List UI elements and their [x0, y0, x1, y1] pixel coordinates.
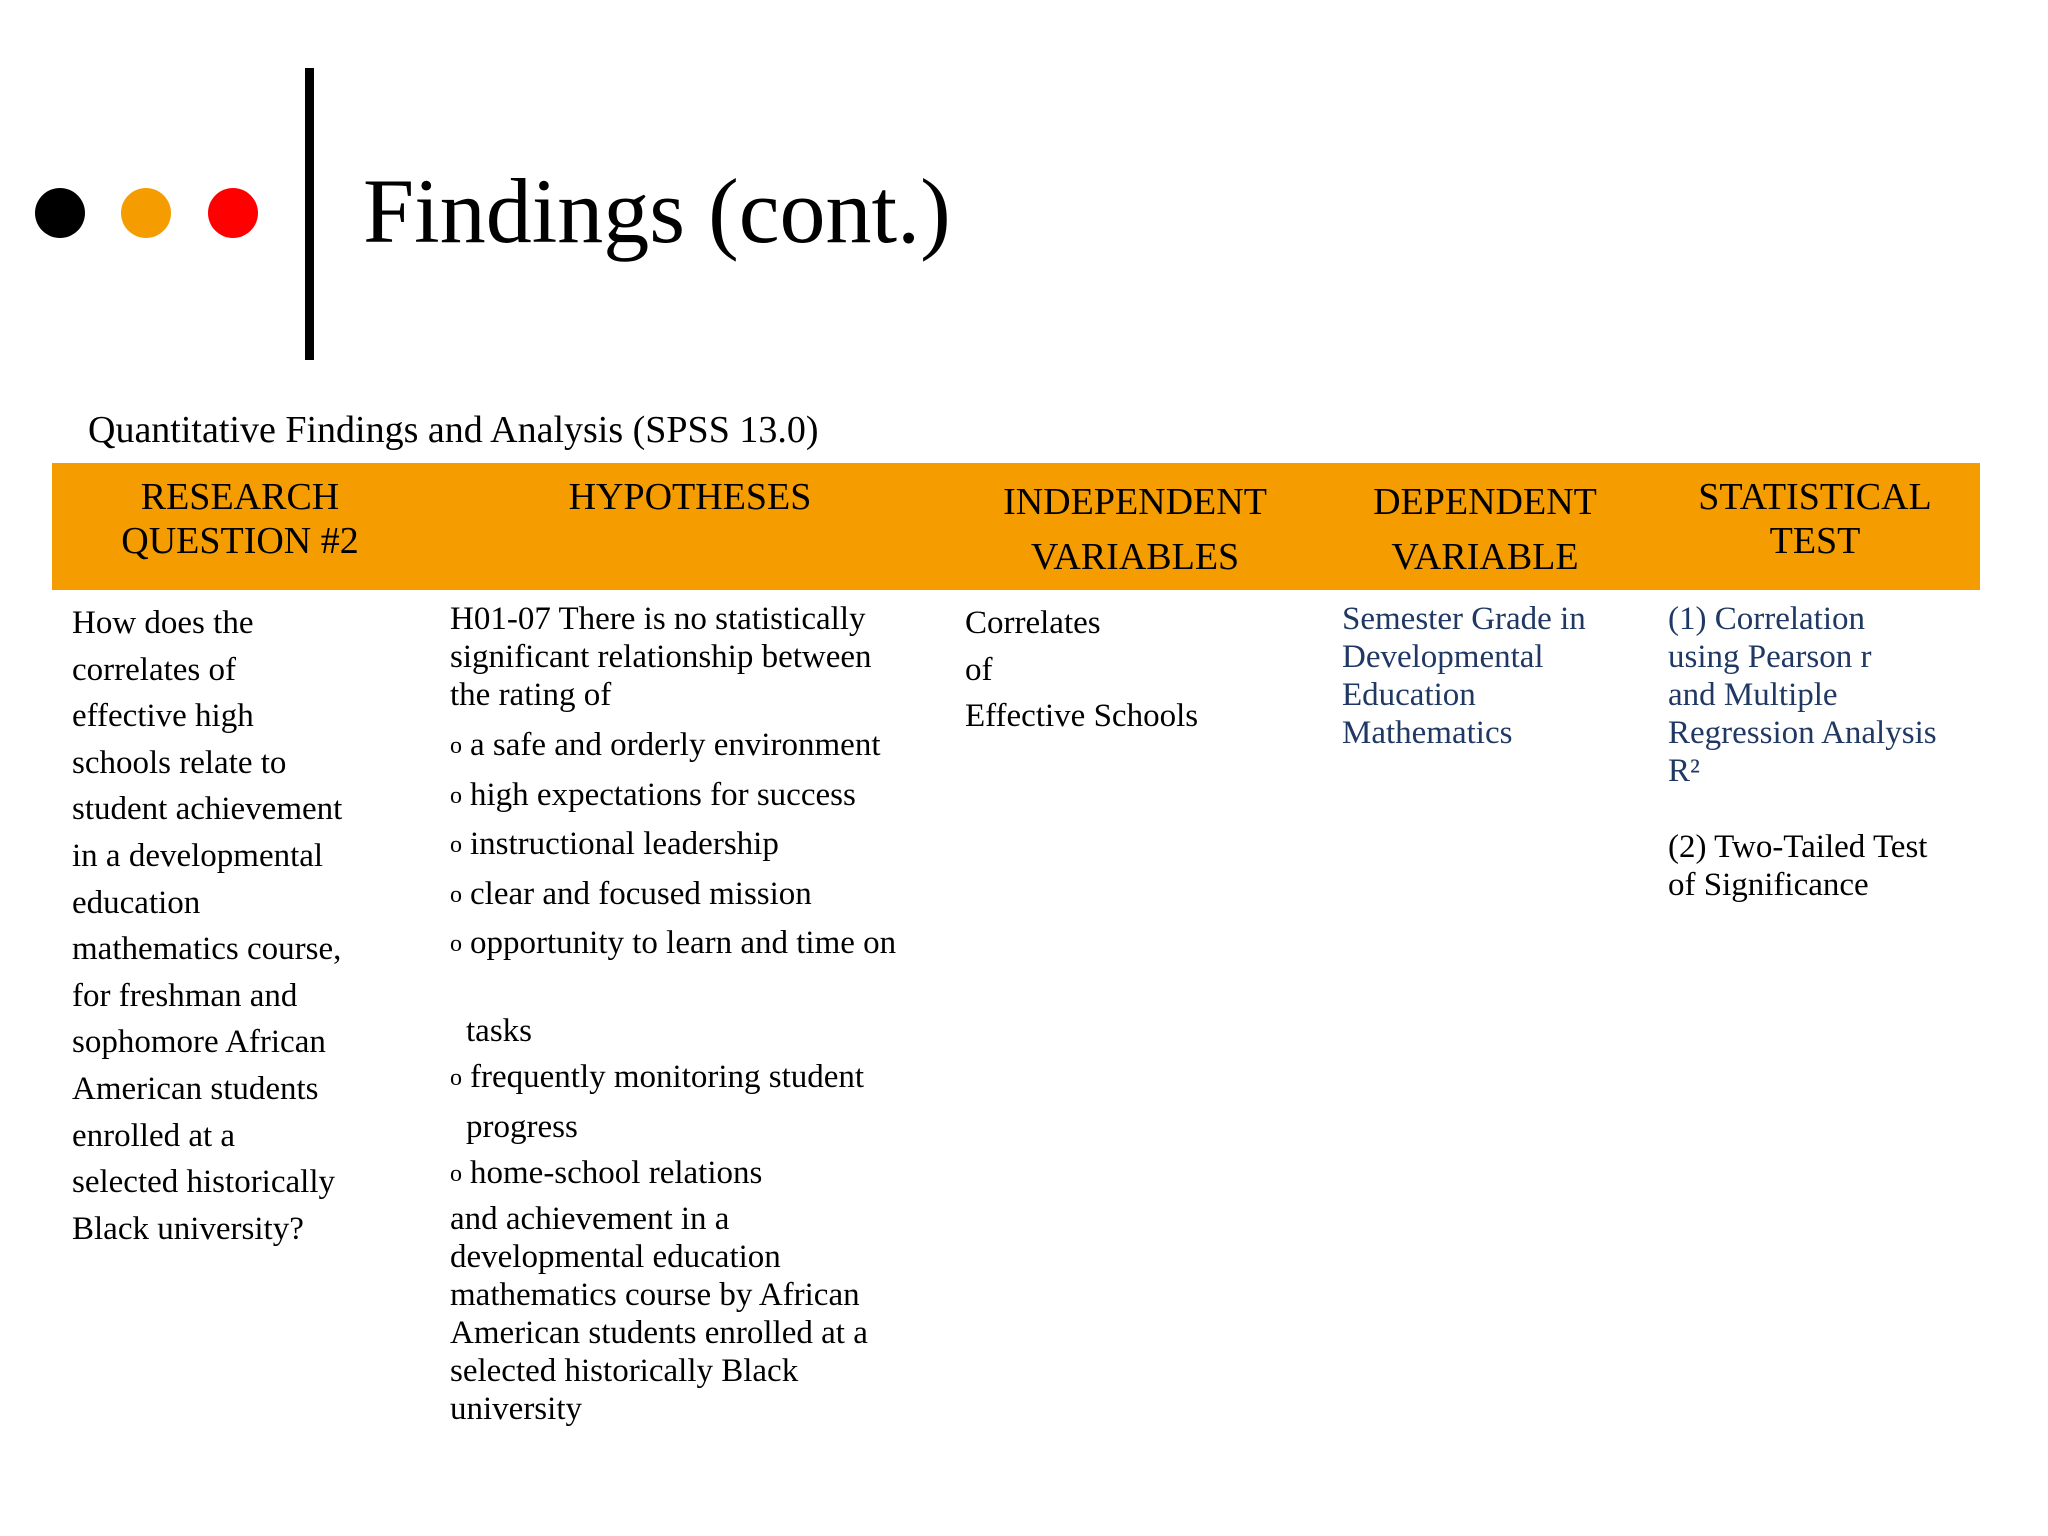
- hypothesis-bullet: o instructional leadership: [450, 826, 779, 862]
- bullet-marker: o: [450, 832, 462, 858]
- statistical-test-cell: [1668, 600, 1968, 904]
- hypothesis-bullet: o a safe and orderly environment: [450, 727, 881, 763]
- header-dependent-variable: DEPENDENT VARIABLE: [1373, 481, 1597, 578]
- hypothesis-bullet: o home-school relations: [450, 1155, 763, 1191]
- header-statistical-test: STATISTICAL TEST: [1698, 476, 1932, 562]
- hypothesis-outro: and achievement in a developmental education mathematics course by African American students enrolled at a selected historically Black university: [450, 1200, 868, 1427]
- hypothesis-bullet: o frequently monitoring student: [450, 1059, 865, 1095]
- header-research-question: RESEARCH QUESTION #2: [121, 476, 359, 562]
- black-dot-icon: [35, 188, 85, 238]
- bullet-marker: o: [450, 782, 462, 809]
- title-divider: [305, 68, 314, 360]
- hypothesis-bullet: o clear and focused mission: [450, 875, 812, 912]
- statistical-test-part2: (2) Two-Tailed Test of Significance: [1668, 829, 1928, 903]
- hypothesis-bullet: o high expectations for success: [450, 776, 856, 813]
- bullet-marker: o: [450, 931, 462, 957]
- bullet-marker: o: [450, 1161, 462, 1187]
- header-hypotheses: HYPOTHESES: [568, 476, 812, 518]
- hypothesis-bullet: o opportunity to learn and time on: [450, 925, 897, 961]
- independent-variables-cell: Correlates of Effective Schools: [965, 605, 1199, 734]
- statistical-test-part1: (1) Correlation using Pearson r and Multiple Regression Analysis R²: [1668, 601, 1937, 789]
- hypothesis-intro: H01-07 There is no statistically significant relationship between the rating of: [450, 601, 872, 713]
- slide-title: Findings (cont.): [363, 160, 951, 262]
- orange-dot-icon: [121, 188, 171, 238]
- bullet-marker: o: [450, 1065, 462, 1091]
- header-independent-variables: INDEPENDENT VARIABLES: [1003, 481, 1267, 578]
- hypothesis-bullet-continuation: tasks: [466, 1012, 532, 1049]
- hypothesis-bullet-continuation: progress: [466, 1108, 578, 1145]
- bullet-marker: o: [450, 881, 462, 908]
- dependent-variable-cell: Semester Grade in Developmental Education Mathematics: [1342, 601, 1586, 751]
- table-caption: Quantitative Findings and Analysis (SPSS 13.0): [88, 409, 819, 451]
- hypotheses-cell: [450, 600, 940, 1428]
- bullet-marker: o: [450, 733, 462, 759]
- red-dot-icon: [208, 188, 258, 238]
- research-question-cell: How does the correlates of effective high schools relate to student achievement in a developmental education mathematics course, for freshman and sophomore African American students enrolled at a selected historically Black university?: [72, 605, 343, 1247]
